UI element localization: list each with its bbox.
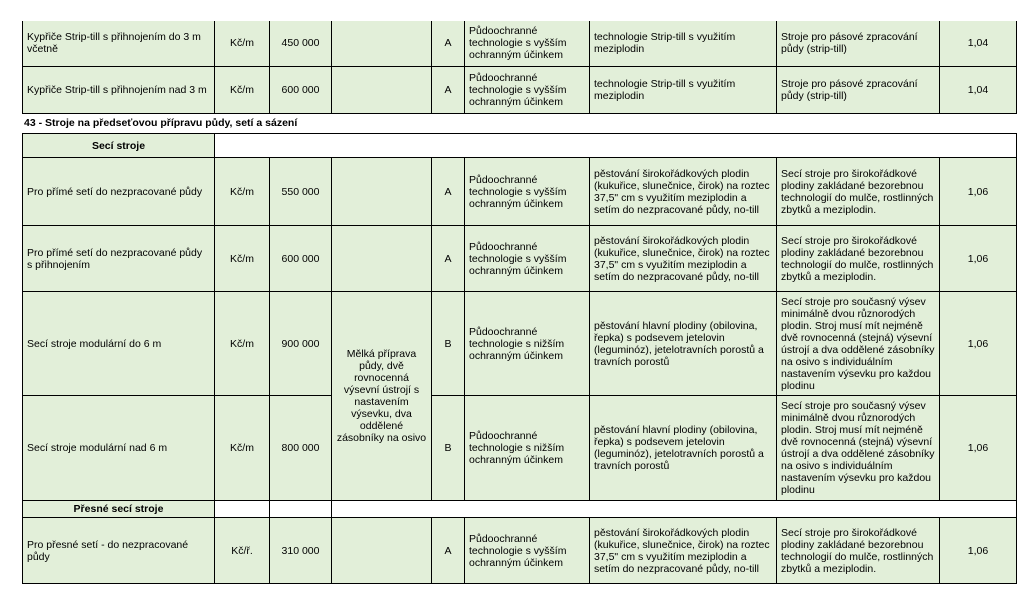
subheader-row <box>23 501 1017 518</box>
machine-name: Secí stroje modulární do 6 m <box>23 292 215 396</box>
parameters-merged: Mělká příprava půdy, dvě rovnocenná výsevní ústrojí s nastavením výsevku, dva oddělené zásobníky na osivo <box>332 292 432 501</box>
parameters <box>332 66 432 113</box>
technology: pěstování širokořádkových plodin (kukuřice, slunečnice, čirok) na roztec 37,5" cm s využitím meziplodin a setím do nezpracované půdy, no-till <box>590 226 777 292</box>
coefficient: 1,06 <box>940 518 1017 584</box>
subheader-row <box>23 134 1017 158</box>
max-price: 310 000 <box>270 518 332 584</box>
technology-group: Půdoochranné technologie s nižším ochranným účinkem <box>465 292 590 396</box>
machine-description: Secí stroje pro širokořádkové plodiny zakládané bezorebnou technologií do mulče, rostlinných zbytků a meziplodin. <box>777 158 940 226</box>
max-price: 600 000 <box>270 66 332 113</box>
machine-description: Secí stroje pro současný výsev minimálně dvou různorodých plodin. Stroj musí mít nejméně dvě rovnocenná (stejná) výsevní ústrojí a dva oddělené zásobníky na osivo s individuálním nastavením výsevku pro každou plodinu <box>777 396 940 501</box>
max-price: 450 000 <box>270 21 332 66</box>
table-row <box>23 21 1017 66</box>
coefficient: 1,06 <box>940 158 1017 226</box>
parameters <box>332 518 432 584</box>
machine-name: Secí stroje modulární nad 6 m <box>23 396 215 501</box>
category: A <box>432 158 465 226</box>
subheader-empty <box>270 501 332 518</box>
machine-description: Stroje pro pásové zpracování půdy (strip-till) <box>777 21 940 66</box>
technology-group: Půdoochranné technologie s vyšším ochranným účinkem <box>465 158 590 226</box>
subheader-empty <box>215 134 1017 158</box>
category: A <box>432 66 465 113</box>
technology: technologie Strip-till s využitím meziplodin <box>590 66 777 113</box>
coefficient: 1,04 <box>940 21 1017 66</box>
machine-name: Pro přímé setí do nezpracované půdy s přihnojením <box>23 226 215 292</box>
technology: pěstování hlavní plodiny (obilovina, řepka) s podsevem jetelovin (leguminóz), jetelotravních porostů a travních porostů <box>590 292 777 396</box>
table-row <box>23 396 1017 501</box>
unit: Kč/m <box>215 292 270 396</box>
machine-description: Stroje pro pásové zpracování půdy (strip-till) <box>777 66 940 113</box>
parameters <box>332 158 432 226</box>
technology-group: Půdoochranné technologie s vyšším ochranným účinkem <box>465 66 590 113</box>
machine-description: Secí stroje pro širokořádkové plodiny zakládané bezorebnou technologií do mulče, rostlinných zbytků a meziplodin. <box>777 518 940 584</box>
coefficient: 1,04 <box>940 66 1017 113</box>
unit: Kč/m <box>215 21 270 66</box>
category: B <box>432 292 465 396</box>
parameters <box>332 226 432 292</box>
category: B <box>432 396 465 501</box>
unit: Kč/m <box>215 226 270 292</box>
max-price: 800 000 <box>270 396 332 501</box>
max-price: 550 000 <box>270 158 332 226</box>
table-row <box>23 66 1017 113</box>
subheader-seed-drills: Secí stroje <box>23 134 215 158</box>
coefficient: 1,06 <box>940 226 1017 292</box>
coefficient: 1,06 <box>940 396 1017 501</box>
unit: Kč/m <box>215 396 270 501</box>
max-price: 600 000 <box>270 226 332 292</box>
technology: pěstování širokořádkových plodin (kukuřice, slunečnice, čirok) na roztec 37,5" cm s využitím meziplodin a setím do nezpracované půdy, no-till <box>590 518 777 584</box>
max-price: 900 000 <box>270 292 332 396</box>
machine-name: Kypřiče Strip-till s přihnojením do 3 m včetně <box>23 21 215 66</box>
subheader-empty <box>215 501 270 518</box>
table-strip-till <box>22 21 1017 114</box>
section-title: 43 - Stroje na předseťovou přípravu půdy, setí a sázení <box>24 117 298 129</box>
technology-group: Půdoochranné technologie s vyšším ochranným účinkem <box>465 518 590 584</box>
table-row <box>23 158 1017 226</box>
table-row <box>23 518 1017 584</box>
category: A <box>432 21 465 66</box>
technology-group: Půdoochranné technologie s vyšším ochranným účinkem <box>465 21 590 66</box>
unit: Kč/ř. <box>215 518 270 584</box>
machine-name: Pro přesné setí - do nezpracované půdy <box>23 518 215 584</box>
technology-group: Půdoochranné technologie s nižším ochranným účinkem <box>465 396 590 501</box>
machine-name: Pro přímé setí do nezpracované půdy <box>23 158 215 226</box>
machine-name: Kypřiče Strip-till s přihnojením nad 3 m <box>23 66 215 113</box>
unit: Kč/m <box>215 158 270 226</box>
category: A <box>432 518 465 584</box>
subheader-precision-seed-drills: Přesné secí stroje <box>23 501 215 518</box>
technology-group: Půdoochranné technologie s vyšším ochranným účinkem <box>465 226 590 292</box>
machine-description: Secí stroje pro současný výsev minimálně dvou různorodých plodin. Stroj musí mít nejméně dvě rovnocenná (stejná) výsevní ústrojí a dva oddělené zásobníky na osivo s individuálním nastavením výsevku pro každou plodinu <box>777 292 940 396</box>
category: A <box>432 226 465 292</box>
coefficient: 1,06 <box>940 292 1017 396</box>
technology: technologie Strip-till s využitím meziplodin <box>590 21 777 66</box>
subheader-empty <box>332 501 1017 518</box>
unit: Kč/m <box>215 66 270 113</box>
table-row <box>23 226 1017 292</box>
table-seeders <box>22 133 1017 584</box>
machine-description: Secí stroje pro širokořádkové plodiny zakládané bezorebnou technologií do mulče, rostlinných zbytků a meziplodin. <box>777 226 940 292</box>
technology: pěstování hlavní plodiny (obilovina, řepka) s podsevem jetelovin (leguminóz), jetelotravních porostů a travních porostů <box>590 396 777 501</box>
technology: pěstování širokořádkových plodin (kukuřice, slunečnice, čirok) na roztec 37,5" cm s využitím meziplodin a setím do nezpracované půdy, no-till <box>590 158 777 226</box>
table-row <box>23 292 1017 396</box>
parameters <box>332 21 432 66</box>
